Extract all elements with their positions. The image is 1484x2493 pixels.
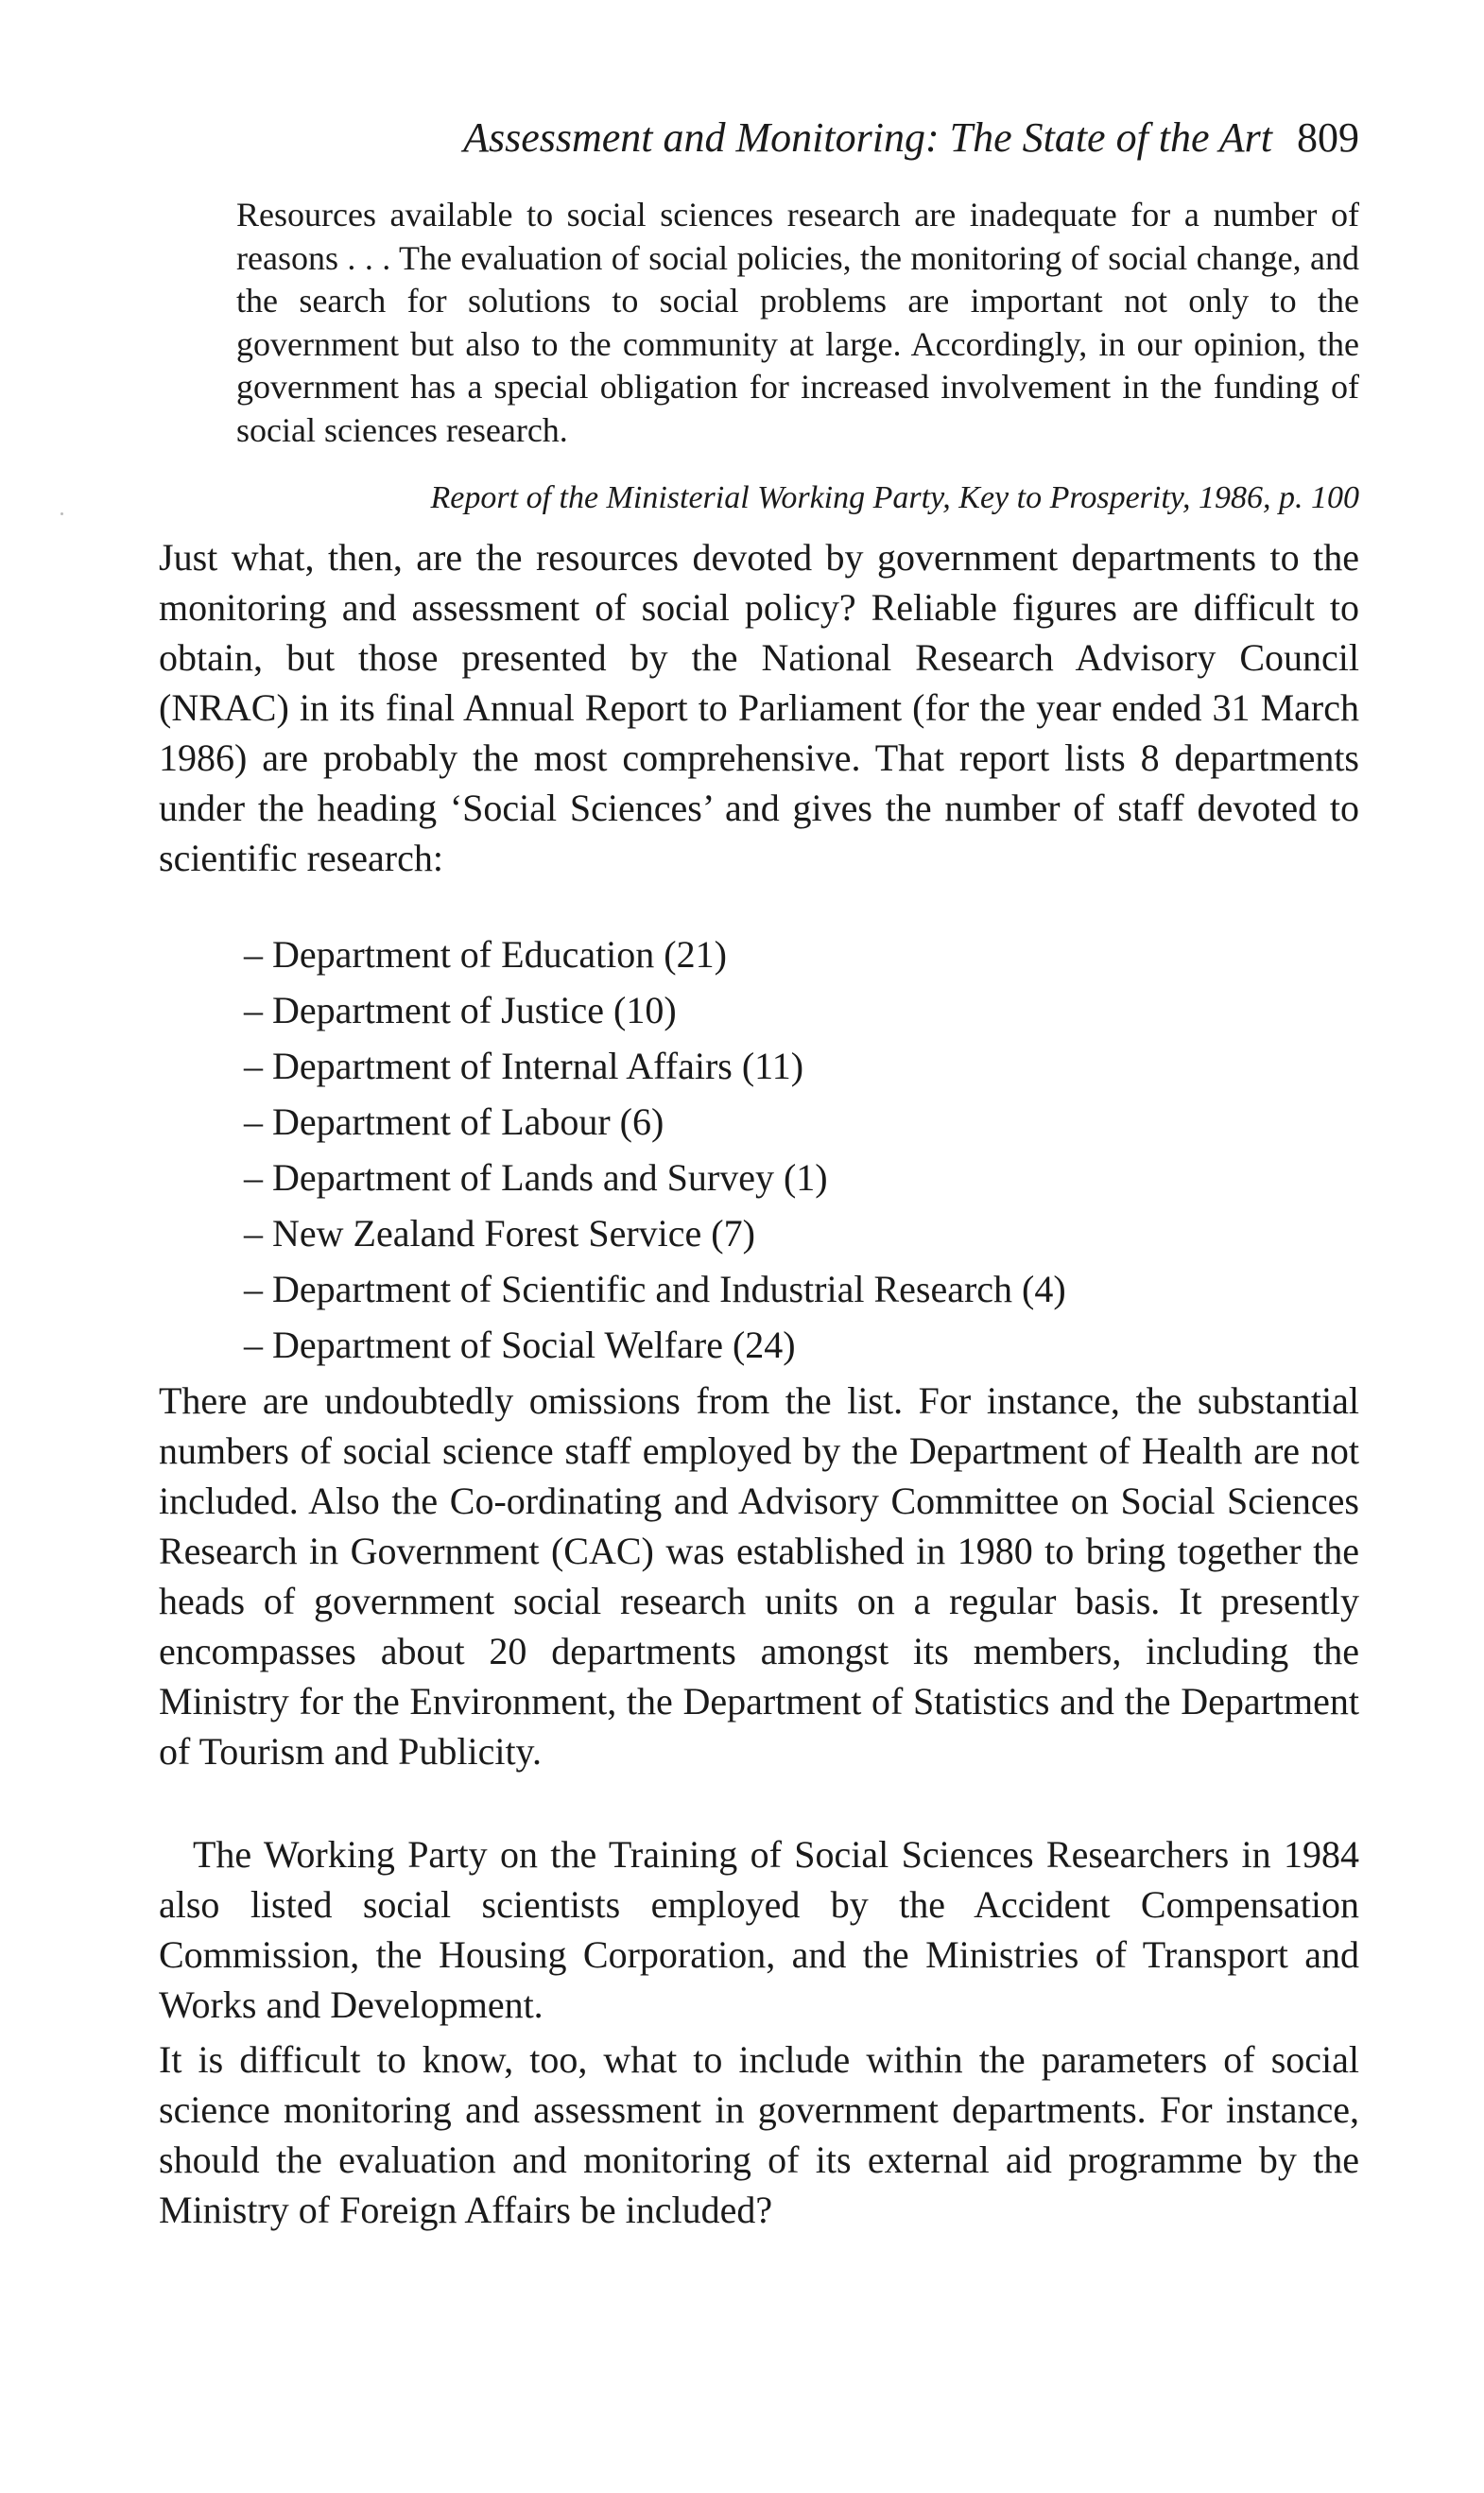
list-item: – Department of Social Welfare (24) (244, 1324, 796, 1366)
paragraph-resources: Just what, then, are the resources devoted by government departments to the monitoring and assessment of social policy? Reliable figures are difficult to obtain, but those presented by the National Research Advisory Council (NRAC) in its final Annual Report to Parliament (for the year ended 31 March 1986) are probably the most comprehensive. That report lists 8 departments under the heading ‘Social Sciences’ and gives the number of staff devoted to scientific research: (159, 536, 1359, 879)
list-item: – Department of Labour (6) (244, 1100, 664, 1143)
page-number: 809 (1297, 114, 1359, 161)
list-item: – Department of Lands and Survey (1) (244, 1156, 828, 1199)
list-item: – Department of Justice (10) (244, 989, 677, 1031)
epigraph-quote: Resources available to social sciences research are inadequate for a number of reasons . . . The evaluation of social policies, the monitoring of social change, and the search for solutions to social problems are important not only to the government but also to the community at large. Accordingly, in our opinion, the government has a special obligation for increased involvement in the funding of social sciences research. (236, 196, 1359, 449)
list-item: – Department of Internal Affairs (11) (244, 1045, 804, 1087)
paragraph-working-party: The Working Party on the Training of Social Sciences Researchers in 1984 also listed social scientists employed by the Accident Compensation Commission, the Housing Corporation, and the Ministries of Transport and Works and Development. (159, 1833, 1359, 2026)
running-head (159, 112, 1359, 164)
list-item: – Department of Scientific and Industrial Research (4) (244, 1268, 1066, 1310)
margin-speck (60, 512, 63, 515)
paragraph-omissions: There are undoubtedly omissions from the list. For instance, the substantial numbers of social science staff employed by the Department of Health are not included. Also the Co-ordinating and Advisory Committee on Social Sciences Research in Government (CAC) was established in 1980 to bring together the heads of government social research units on a regular basis. It presently encompasses about 20 departments amongst its members, including the Ministry for the Environment, the Department of Statistics and the Department of Tourism and Publicity. (159, 1379, 1359, 1773)
list-item: – New Zealand Forest Service (7) (244, 1212, 755, 1255)
list-item: – Department of Education (21) (244, 933, 727, 976)
paragraph-parameters: It is difficult to know, too, what to include within the parameters of social science monitoring and assessment in government departments. For instance, should the evaluation and monitoring of its external aid programme by the Ministry of Foreign Affairs be included? (159, 2038, 1359, 2231)
epigraph-source: Report of the Ministerial Working Party, Key to Prosperity, 1986, p. 100 (430, 480, 1359, 515)
department-list (244, 926, 1066, 1373)
running-head-title: Assessment and Monitoring: The State of the Art (463, 114, 1272, 161)
